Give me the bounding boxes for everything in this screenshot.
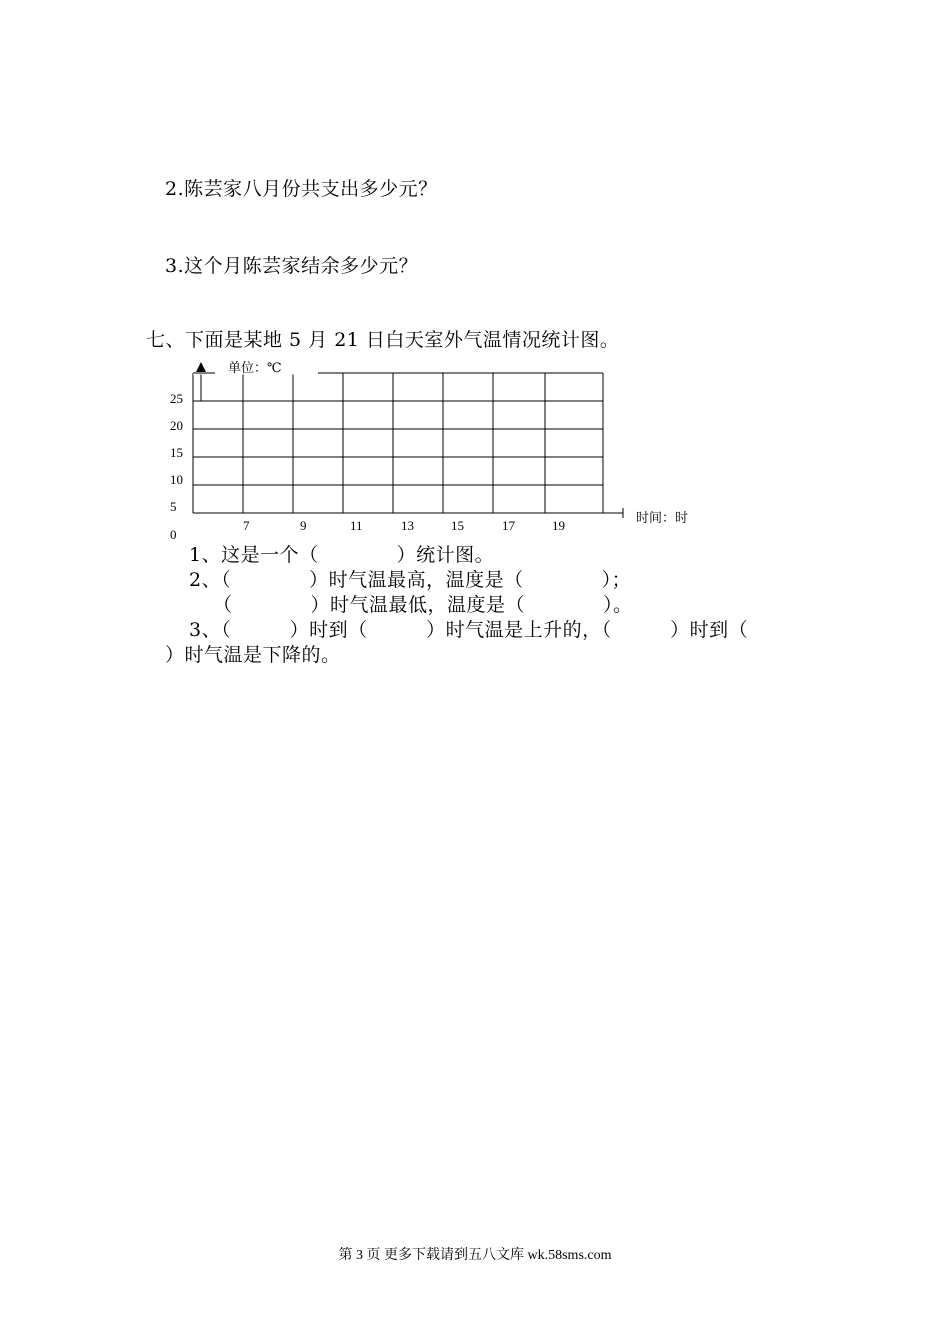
subquestion-2b: （ ）时气温最低，温度是（ ）。 — [213, 594, 633, 616]
y-tick-label: 20 — [170, 418, 183, 433]
x-axis-label: 时间：时 — [636, 510, 689, 525]
question-2: 2.陈芸家八月份共支出多少元？ — [165, 178, 438, 200]
y-tick-label: 10 — [170, 472, 183, 487]
subquestion-2a: 2、（ ）时气温最高，温度是（ ）； — [189, 569, 632, 591]
section-7-title: 七、下面是某地 5 月 21 日白天室外气温情况统计图。 — [146, 329, 620, 351]
x-tick-label: 7 — [243, 518, 250, 533]
x-tick-label: 11 — [350, 518, 363, 533]
subquestion-3a: 3、（ ）时到（ ）时气温是上升的，（ ）时到（ — [189, 619, 749, 641]
x-tick-label: 9 — [300, 518, 307, 533]
x-tick-label: 13 — [401, 518, 414, 533]
x-tick-label: 17 — [502, 518, 515, 533]
x-tick-label: 15 — [451, 518, 464, 533]
y-axis-arrow-head — [196, 362, 206, 372]
y-tick-label: 0 — [170, 527, 177, 542]
temperature-chart-grid — [0, 0, 950, 560]
subquestion-3b: ）时气温是下降的。 — [165, 644, 341, 666]
y-axis-label: 单位：℃ — [228, 360, 282, 375]
y-tick-label: 5 — [170, 499, 177, 514]
x-tick-label: 19 — [552, 518, 565, 533]
page-footer: 第 3 页 更多下载请到五八文库 wk.58sms.com — [338, 1248, 612, 1263]
subquestion-1: 1、这是一个（ ）统计图。 — [189, 544, 495, 566]
y-tick-label: 15 — [170, 445, 183, 460]
question-3: 3.这个月陈芸家结余多少元？ — [165, 255, 419, 277]
y-tick-label: 25 — [170, 391, 183, 406]
